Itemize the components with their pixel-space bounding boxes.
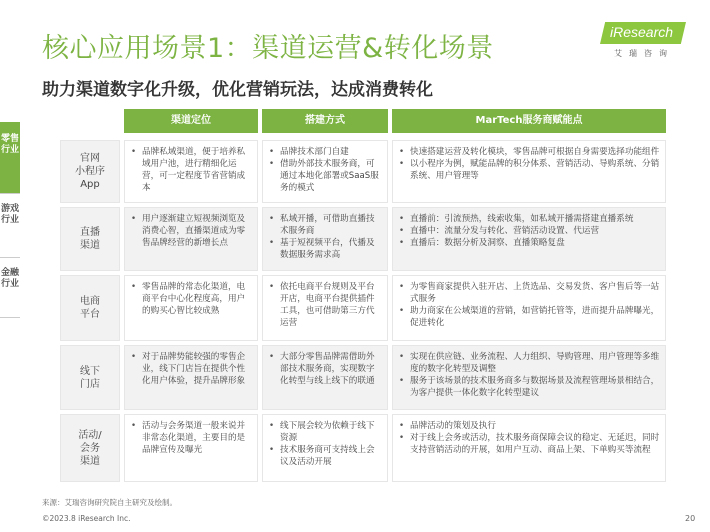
source-note: 来源：艾瑞咨询研究院自主研究及绘制。 xyxy=(42,498,177,507)
side-tab-gaming[interactable] xyxy=(0,194,20,258)
bullet-item: • 品牌私域渠道，便于培养私域用户池，进行精细化运营，可一定程度节省营销成本 xyxy=(131,146,253,194)
page-subtitle: 助力渠道数字化升级，优化营销玩法，达成消费转化 xyxy=(42,80,433,100)
bullet-item: • 对于线上会务或活动，技术服务商保障会议的稳定、无延迟，同时支持营销活动的开展，如用户互动、商品上架、下单购买等流程 xyxy=(399,432,661,456)
bullet-list xyxy=(269,281,383,329)
bullet-item: • 快速搭建运营及转化模块，零售品牌可根据自身需要选择功能组件 xyxy=(399,146,661,158)
column-header-building: 搭建方式 xyxy=(262,109,388,133)
bullet-item: • 大部分零售品牌需借助外部技术服务商，实现数字化转型与线上线下的联通 xyxy=(269,351,383,387)
column-header-martech: MarTech服务商赋能点 xyxy=(392,109,666,133)
bullet-item: • 以小程序为例，赋能品牌的积分体系、营销活动、导购系统、分销系统、用户管理等 xyxy=(399,158,661,182)
side-tab-label: 零售行业 xyxy=(0,134,19,155)
cell-positioning xyxy=(124,207,258,271)
bullet-item: • 技术服务商可支持线上会议及活动开展 xyxy=(269,444,383,468)
bullet-list xyxy=(269,213,383,261)
bullet-item: • 活动与会务渠道一般来说并非常态化渠道，主要目的是品牌宣传及曝光 xyxy=(131,420,253,456)
cell-martech xyxy=(392,140,666,203)
bullet-list xyxy=(399,213,661,249)
cell-building xyxy=(262,207,388,271)
cell-building xyxy=(262,275,388,341)
row-label: 直播 渠道 xyxy=(60,207,120,271)
bullet-item: • 为零售商家提供入驻开店、上货选品、交易发货、客户售后等一站式服务 xyxy=(399,281,661,305)
bullet-list xyxy=(269,420,383,468)
cell-positioning xyxy=(124,414,258,482)
bullet-list xyxy=(131,213,253,249)
bullet-list xyxy=(399,420,661,456)
bullet-list xyxy=(399,146,661,182)
iresearch-logo xyxy=(600,22,692,64)
bullet-item: • 服务于该场景的技术服务商多与数据场景及流程管理场景相结合，为客户提供一体化数字化转型建议 xyxy=(399,375,661,399)
bullet-item: • 对于品牌势能较强的零售企业，线下门店旨在提供个性化用户体验，提升品牌形象 xyxy=(131,351,253,387)
bullet-item: • 零售品牌的常态化渠道，电商平台中心化程度高，用户的购买心智比较成熟 xyxy=(131,281,253,317)
side-tab-label: 游戏行业 xyxy=(0,204,19,225)
bullet-list xyxy=(399,351,661,399)
cell-martech xyxy=(392,345,666,410)
cell-martech xyxy=(392,207,666,271)
cell-martech xyxy=(392,414,666,482)
cell-martech xyxy=(392,275,666,341)
bullet-item: • 私域开播，可借助直播技术服务商 xyxy=(269,213,383,237)
side-tab-finance[interactable] xyxy=(0,258,20,318)
bullet-item: • 用户逐渐建立短视频浏览及消费心智，直播渠道成为零售品牌经营的新增长点 xyxy=(131,213,253,249)
cell-building xyxy=(262,414,388,482)
cell-building xyxy=(262,140,388,203)
logo-subtext: 艾瑞咨询 xyxy=(614,49,674,58)
bullet-item: • 实现在供应链、业务流程、人力组织、导购管理、用户管理等多维度的数字化转型及调整 xyxy=(399,351,661,375)
bullet-item: • 线下展会较为依赖于线下资源 xyxy=(269,420,383,444)
industry-side-tabs xyxy=(0,122,20,318)
logo-text: iResearch xyxy=(610,24,674,40)
bullet-item: • 直播后：数据分析及洞察、直播策略复盘 xyxy=(399,237,661,249)
row-label: 电商 平台 xyxy=(60,275,120,341)
bullet-list xyxy=(131,146,253,194)
copyright: ©2023.8 iResearch Inc. xyxy=(42,514,131,523)
bullet-item: • 直播中：流量分发与转化、营销活动设置、代运营 xyxy=(399,225,661,237)
bullet-list xyxy=(269,146,383,194)
page-number: 20 xyxy=(685,514,696,523)
cell-building xyxy=(262,345,388,410)
page-title: 核心应用场景1：渠道运营&转化场景 xyxy=(42,33,494,64)
bullet-list xyxy=(131,420,253,456)
bullet-item: • 助力商家在公域渠道的营销，如营销托管等，进而提升品牌曝光，促进转化 xyxy=(399,305,661,329)
bullet-list xyxy=(131,351,253,387)
bullet-item: • 品牌技术部门自建 xyxy=(269,146,383,158)
cell-positioning xyxy=(124,345,258,410)
bullet-item: • 依托电商平台规则及平台开店，电商平台提供插件工具，也可借助第三方代运营 xyxy=(269,281,383,329)
side-tab-label: 金融行业 xyxy=(0,268,19,289)
row-label: 活动/ 会务 渠道 xyxy=(60,414,120,482)
bullet-list xyxy=(269,351,383,387)
bullet-item: • 直播前：引流预热，线索收集，如私域开播需搭建直播系统 xyxy=(399,213,661,225)
cell-positioning xyxy=(124,275,258,341)
bullet-item: • 品牌活动的策划及执行 xyxy=(399,420,661,432)
cell-positioning xyxy=(124,140,258,203)
side-tab-retail[interactable] xyxy=(0,122,20,194)
column-header-positioning: 渠道定位 xyxy=(124,109,258,133)
bullet-list xyxy=(399,281,661,329)
bullet-item: • 基于短视频平台，代播及数据服务需求高 xyxy=(269,237,383,261)
bullet-item: • 借助外部技术服务商，可通过本地化部署或SaaS服务的模式 xyxy=(269,158,383,194)
bullet-list xyxy=(131,281,253,317)
row-label: 官网 小程序 App xyxy=(60,140,120,203)
row-label: 线下 门店 xyxy=(60,345,120,410)
